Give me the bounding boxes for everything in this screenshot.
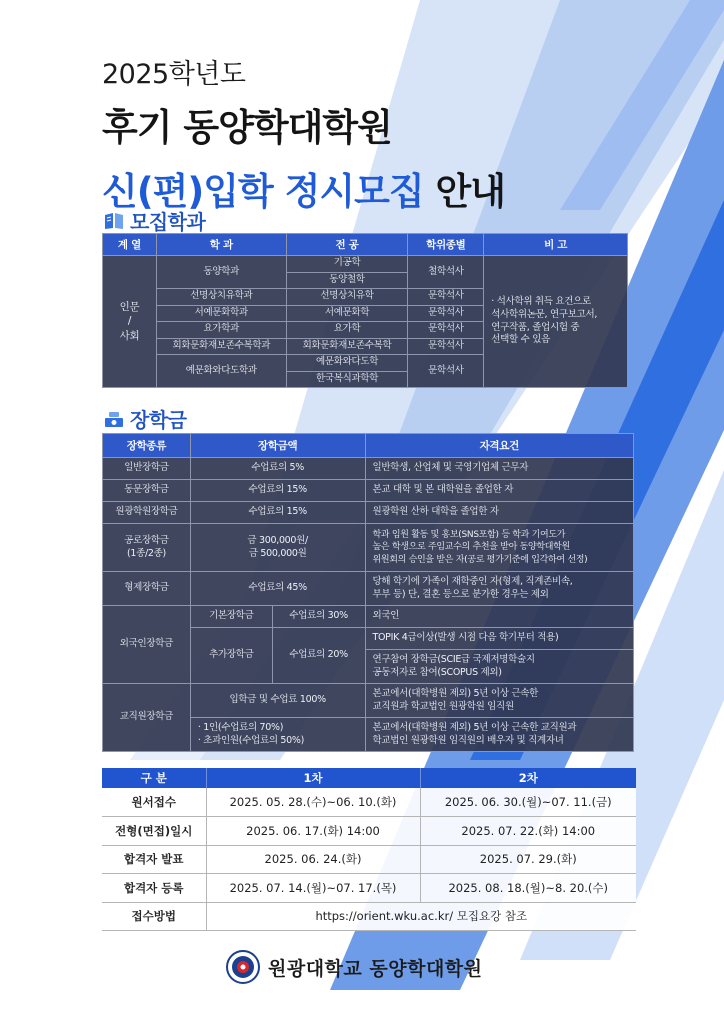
scholar-type: 교직원장학금 (103, 684, 191, 752)
schedule-first: 2025. 06. 17.(화) 14:00 (206, 817, 420, 846)
major-cell: 요가학 (286, 322, 408, 339)
scholar-type: 원광학원장학금 (103, 502, 191, 524)
schedule-second: 2025. 06. 30.(월)~07. 11.(금) (420, 788, 636, 817)
scholarship-table (102, 433, 634, 752)
scholar-req: TOPIK 4급이상(발생 시점 다음 학기부터 적용) (365, 628, 634, 650)
degree-cell: 문학석사 (408, 305, 484, 322)
scholar-type: 공로장학금 (1종/2종) (103, 524, 191, 572)
dept-cell: 동양학과 (156, 256, 286, 289)
scholar-req: 연구참여 장학금(SCIE급 국제저명학술지 공동저자로 참여(SCOPUS 제외) (365, 650, 634, 684)
footer (226, 950, 483, 984)
dept-cell: 회화문화재보존수복학과 (156, 338, 286, 355)
scholar-amount: 금 300,000원/ 금 500,000원 (190, 524, 365, 572)
schedule-method-label: 접수방법 (102, 902, 206, 931)
scholar-amount: 입학금 및 수업료 100% (190, 684, 365, 718)
dept-cell: 예문화와다도학과 (156, 355, 286, 388)
major-cell: 회화문화재보존수복학 (286, 338, 408, 355)
majors-header-degree: 학위종별 (408, 234, 484, 256)
note-cell: · 석사학위 취득 요건으로 석사학위논문, 연구보고서, 연구작품, 졸업시험 중 선택할 수 있음 (484, 256, 628, 388)
majors-table (102, 233, 628, 388)
scholar-type: 일반장학금 (103, 458, 191, 480)
scholarship-section-title: 장학금 (130, 408, 187, 432)
scholar-req: 본교에서(대학병원 제외) 5년 이상 근속한 교직원과 학교법인 원광학원 임직원의 배우자 및 직계자녀 (365, 718, 634, 752)
degree-cell: 문학석사 (408, 338, 484, 355)
dept-cell: 요가학과 (156, 322, 286, 339)
schedule-table (102, 768, 636, 931)
scholar-amount: · 1인(수업료의 70%) · 초과인원(수업료의 50%) (190, 718, 365, 752)
university-seal-logo (226, 950, 260, 984)
poster-header (102, 52, 505, 215)
scholar-amount: 수업료의 20% (272, 628, 365, 684)
majors-header-field: 계 열 (103, 234, 157, 256)
year-label: 2025학년도 (102, 59, 246, 90)
schedule-label: 원서접수 (102, 788, 206, 817)
degree-cell: 문학석사 (408, 355, 484, 388)
scholar-amount: 수업료의 15% (190, 480, 365, 502)
school-title: 후기 동양학대학원 (102, 106, 392, 149)
scholar-req: 외국인 (365, 606, 634, 628)
scholar-req: 당해 학기에 가족이 재학중인 자(형제, 직계존비속, 부부 등) 단, 결혼 등으로 분가한 경우는 제외 (365, 572, 634, 606)
dept-cell: 서예문화학과 (156, 305, 286, 322)
scholar-req: 일반학생, 산업체 및 국영기업체 근무자 (365, 458, 634, 480)
scholar-header-req: 자격요건 (365, 434, 634, 458)
schedule-second: 2025. 07. 29.(화) (420, 845, 636, 874)
schedule-header-first: 1차 (206, 768, 420, 788)
scholar-amount: 수업료의 15% (190, 502, 365, 524)
table-row (102, 788, 636, 817)
schedule-first: 2025. 06. 24.(화) (206, 845, 420, 874)
majors-header-major: 전 공 (286, 234, 408, 256)
scholar-amount: 수업료의 30% (272, 606, 365, 628)
scholar-req: 원광학원 산하 대학을 졸업한 자 (365, 502, 634, 524)
field-cell: 인문 / 사회 (103, 256, 157, 388)
schedule-label: 합격자 발표 (102, 845, 206, 874)
recruit-title-rest: 안내 (435, 170, 506, 213)
scholar-req: 본교에서(대학병원 제외) 5년 이상 근속한 교직원과 학교법인 원광학원 임직원 (365, 684, 634, 718)
scholar-req: 본교 대학 및 본 대학원을 졸업한 자 (365, 480, 634, 502)
scholar-req: 학과 임원 활동 및 홍보(SNS포함) 등 학과 기여도가 높은 학생으로 주임교수의 추천을 받아 동양학대학원 위원회의 승인을 받은 자(공로 평가기준에 입각하여 선정) (365, 524, 634, 572)
table-row (102, 902, 636, 931)
majors-header-dept: 학 과 (156, 234, 286, 256)
schedule-label: 전형(면접)일시 (102, 817, 206, 846)
table-row (102, 845, 636, 874)
major-cell: 서예문화학 (286, 305, 408, 322)
schedule-first: 2025. 05. 28.(수)~06. 10.(화) (206, 788, 420, 817)
schedule-second: 2025. 07. 22.(화) 14:00 (420, 817, 636, 846)
scholar-amount: 수업료의 5% (190, 458, 365, 480)
scholarship-section-heading (104, 404, 186, 433)
schedule-label: 합격자 등록 (102, 874, 206, 903)
majors-section-title: 모집학과 (130, 210, 206, 234)
scholar-header-amount: 장학금액 (190, 434, 365, 458)
schedule-header-second: 2차 (420, 768, 636, 788)
scholar-sublabel: 기본장학금 (190, 606, 272, 628)
scholar-header-type: 장학종류 (103, 434, 191, 458)
scholar-sublabel: 추가장학금 (190, 628, 272, 684)
scholar-type: 형제장학금 (103, 572, 191, 606)
table-row (102, 817, 636, 846)
major-cell: 예문화와다도학 (286, 355, 408, 372)
money-icon (104, 410, 124, 428)
schedule-header-label: 구 분 (102, 768, 206, 788)
degree-cell: 철학석사 (408, 256, 484, 289)
scholar-amount: 수업료의 45% (190, 572, 365, 606)
scholar-type: 동문장학금 (103, 480, 191, 502)
majors-section-heading (104, 206, 205, 235)
dept-cell: 선명상치유학과 (156, 289, 286, 306)
major-cell: 기공학 (286, 256, 408, 273)
schedule-first: 2025. 07. 14.(월)~07. 17.(목) (206, 874, 420, 903)
majors-header-note: 비 고 (484, 234, 628, 256)
schedule-second: 2025. 08. 18.(월)~8. 20.(수) (420, 874, 636, 903)
recruit-title-highlight: 신(편)입학 정시모집 (102, 170, 424, 213)
major-cell: 선명상치유학 (286, 289, 408, 306)
degree-cell: 문학석사 (408, 289, 484, 306)
scholar-type: 외국인장학금 (103, 606, 191, 684)
schedule-method-link[interactable]: https://orient.wku.ac.kr/ 모집요강 참조 (206, 902, 636, 931)
book-icon (104, 212, 124, 230)
table-row (102, 874, 636, 903)
major-cell: 동양철학 (286, 272, 408, 289)
major-cell: 한국복식과학학 (286, 371, 408, 388)
degree-cell: 문학석사 (408, 322, 484, 339)
footer-school-name: 원광대학교 동양학대학원 (268, 957, 483, 980)
